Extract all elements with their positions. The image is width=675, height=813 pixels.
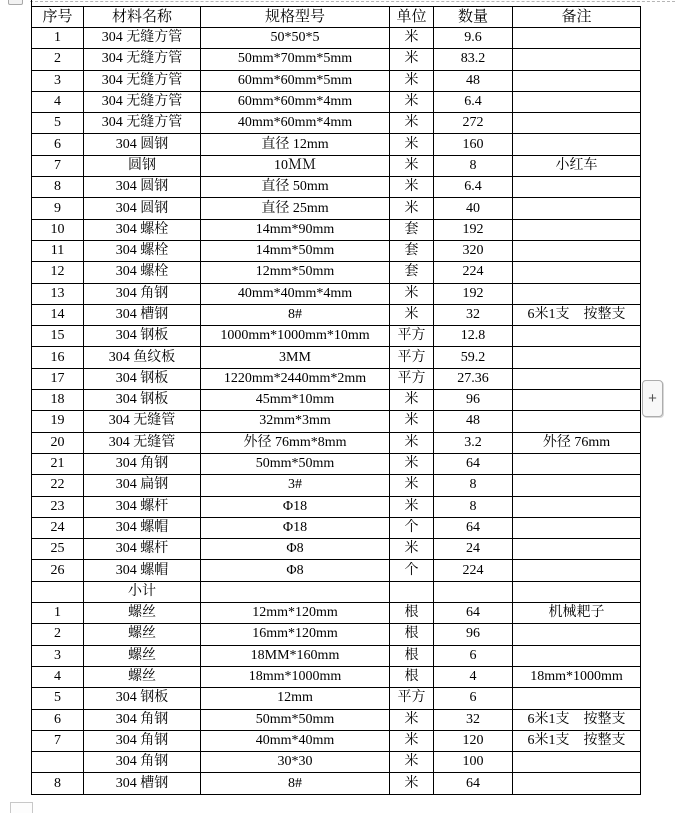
cell-spec[interactable]: 8# — [201, 773, 390, 795]
cell-unit[interactable]: 米 — [390, 177, 434, 198]
table-row — [32, 752, 641, 773]
cell-qty[interactable]: 12.8 — [434, 326, 513, 347]
cell-unit[interactable]: 根 — [390, 603, 434, 624]
cell-spec[interactable]: 18MM*160mm — [201, 645, 390, 666]
table-row — [32, 113, 641, 134]
cell-spec[interactable]: 18mm*1000mm — [201, 666, 390, 687]
cell-unit[interactable]: 根 — [390, 624, 434, 645]
cell-unit[interactable]: 米 — [390, 453, 434, 474]
cell-no[interactable]: 11 — [32, 240, 84, 261]
cell-no[interactable]: 7 — [32, 155, 84, 176]
cell-spec[interactable]: Φ18 — [201, 517, 390, 538]
cell-unit[interactable]: 套 — [390, 262, 434, 283]
cell-name[interactable]: 304 槽钢 — [84, 773, 201, 795]
cell-name[interactable]: 小计 — [84, 581, 201, 602]
cell-note[interactable] — [513, 390, 641, 411]
table-row — [32, 304, 641, 325]
table-row — [32, 368, 641, 389]
table-row — [32, 283, 641, 304]
cell-qty[interactable]: 64 — [434, 773, 513, 795]
cell-unit[interactable]: 平方 — [390, 368, 434, 389]
cell-name[interactable]: 304 无缝方管 — [84, 91, 201, 112]
cell-qty[interactable]: 6.4 — [434, 91, 513, 112]
cell-note[interactable] — [513, 198, 641, 219]
cell-qty[interactable]: 64 — [434, 453, 513, 474]
cell-no[interactable]: 6 — [32, 134, 84, 155]
cell-no[interactable]: 4 — [32, 666, 84, 687]
header-cell-name[interactable]: 材料名称 — [84, 7, 201, 28]
cell-spec[interactable]: 45mm*10mm — [201, 390, 390, 411]
table-row — [32, 730, 641, 751]
table-row — [32, 432, 641, 453]
cell-note[interactable]: 小红车 — [513, 155, 641, 176]
cell-unit[interactable]: 米 — [390, 390, 434, 411]
cell-spec[interactable]: Φ8 — [201, 539, 390, 560]
cell-note[interactable] — [513, 240, 641, 261]
cell-unit[interactable]: 米 — [390, 70, 434, 91]
cell-name[interactable]: 304 鱼纹板 — [84, 347, 201, 368]
cell-qty[interactable]: 24 — [434, 539, 513, 560]
table-row — [32, 411, 641, 432]
cell-unit[interactable]: 米 — [390, 49, 434, 70]
cell-unit[interactable]: 米 — [390, 283, 434, 304]
cell-no[interactable]: 15 — [32, 326, 84, 347]
cell-name[interactable]: 304 螺杆 — [84, 539, 201, 560]
cell-no[interactable]: 8 — [32, 773, 84, 795]
table-row — [32, 517, 641, 538]
cell-spec[interactable]: 3# — [201, 475, 390, 496]
cell-note[interactable] — [513, 475, 641, 496]
cell-no[interactable]: 5 — [32, 688, 84, 709]
cell-unit[interactable]: 米 — [390, 304, 434, 325]
cell-name[interactable]: 304 无缝管 — [84, 411, 201, 432]
cell-name[interactable]: 304 无缝方管 — [84, 113, 201, 134]
cell-no[interactable]: 3 — [32, 70, 84, 91]
cell-note[interactable] — [513, 517, 641, 538]
table-row — [32, 496, 641, 517]
cell-qty[interactable]: 83.2 — [434, 49, 513, 70]
cell-no[interactable]: 2 — [32, 49, 84, 70]
cell-spec[interactable]: 50mm*50mm — [201, 709, 390, 730]
cell-qty[interactable]: 96 — [434, 390, 513, 411]
cell-unit[interactable]: 套 — [390, 240, 434, 261]
cell-note[interactable] — [513, 134, 641, 155]
cell-qty[interactable]: 224 — [434, 262, 513, 283]
cell-spec[interactable]: 14mm*90mm — [201, 219, 390, 240]
cell-name[interactable]: 304 圆钢 — [84, 134, 201, 155]
cell-name[interactable]: 304 钢板 — [84, 688, 201, 709]
cell-name[interactable]: 304 无缝方管 — [84, 28, 201, 49]
cell-note[interactable] — [513, 453, 641, 474]
cell-spec[interactable]: 50*50*5 — [201, 28, 390, 49]
table-row — [32, 688, 641, 709]
cell-note[interactable] — [513, 624, 641, 645]
cell-note[interactable] — [513, 91, 641, 112]
cell-no[interactable]: 13 — [32, 283, 84, 304]
table-row — [32, 134, 641, 155]
cell-name[interactable]: 螺丝 — [84, 603, 201, 624]
cell-qty[interactable]: 6.4 — [434, 177, 513, 198]
cell-name[interactable]: 304 螺帽 — [84, 517, 201, 538]
cell-unit[interactable]: 米 — [390, 91, 434, 112]
table-body — [32, 28, 641, 795]
table-row — [32, 91, 641, 112]
cell-name[interactable]: 304 角钢 — [84, 709, 201, 730]
cell-note[interactable] — [513, 560, 641, 581]
cell-spec[interactable]: 40mm*60mm*4mm — [201, 113, 390, 134]
cell-no[interactable]: 25 — [32, 539, 84, 560]
cell-qty[interactable]: 27.36 — [434, 368, 513, 389]
cell-unit[interactable]: 米 — [390, 539, 434, 560]
cell-unit[interactable] — [390, 581, 434, 602]
cell-qty[interactable]: 9.6 — [434, 28, 513, 49]
cell-spec[interactable]: 50mm*50mm — [201, 453, 390, 474]
table-row — [32, 624, 641, 645]
table-row — [32, 28, 641, 49]
table-row — [32, 219, 641, 240]
cell-qty[interactable]: 32 — [434, 304, 513, 325]
cell-spec[interactable]: Φ18 — [201, 496, 390, 517]
cell-qty[interactable]: 4 — [434, 666, 513, 687]
cell-qty[interactable]: 100 — [434, 752, 513, 773]
cell-qty[interactable]: 6 — [434, 688, 513, 709]
cell-note[interactable] — [513, 347, 641, 368]
cell-name[interactable]: 螺丝 — [84, 666, 201, 687]
cell-no[interactable] — [32, 581, 84, 602]
cell-spec[interactable]: 60mm*60mm*5mm — [201, 70, 390, 91]
table-row — [32, 177, 641, 198]
cell-no[interactable]: 24 — [32, 517, 84, 538]
cell-qty[interactable]: 224 — [434, 560, 513, 581]
table-row — [32, 666, 641, 687]
header-cell-spec[interactable]: 规格型号 — [201, 7, 390, 28]
cell-no[interactable]: 23 — [32, 496, 84, 517]
cell-qty[interactable]: 272 — [434, 113, 513, 134]
cell-no[interactable]: 12 — [32, 262, 84, 283]
cell-name[interactable]: 304 扁钢 — [84, 475, 201, 496]
cell-spec[interactable]: 1000mm*1000mm*10mm — [201, 326, 390, 347]
cell-no[interactable]: 3 — [32, 645, 84, 666]
table-move-handle[interactable] — [8, 0, 23, 5]
cell-spec[interactable]: 直径 12mm — [201, 134, 390, 155]
cell-no[interactable]: 14 — [32, 304, 84, 325]
table-row — [32, 645, 641, 666]
cell-name[interactable]: 304 角钢 — [84, 752, 201, 773]
cell-unit[interactable]: 米 — [390, 134, 434, 155]
cell-note[interactable] — [513, 368, 641, 389]
cell-name[interactable]: 螺丝 — [84, 645, 201, 666]
cell-no[interactable]: 2 — [32, 624, 84, 645]
cell-no[interactable]: 17 — [32, 368, 84, 389]
table-row — [32, 390, 641, 411]
cell-unit[interactable]: 米 — [390, 28, 434, 49]
cell-unit[interactable]: 套 — [390, 219, 434, 240]
cell-qty[interactable]: 6 — [434, 645, 513, 666]
cell-qty[interactable]: 8 — [434, 496, 513, 517]
cell-no[interactable]: 18 — [32, 390, 84, 411]
cell-note[interactable] — [513, 49, 641, 70]
cell-qty[interactable] — [434, 581, 513, 602]
cell-unit[interactable]: 米 — [390, 432, 434, 453]
cell-note[interactable]: 机械耙子 — [513, 603, 641, 624]
cell-spec[interactable]: 直径 25mm — [201, 198, 390, 219]
cell-name[interactable]: 304 无缝管 — [84, 432, 201, 453]
cell-no[interactable]: 10 — [32, 219, 84, 240]
table-row — [32, 49, 641, 70]
cell-no[interactable]: 6 — [32, 709, 84, 730]
cell-note[interactable] — [513, 326, 641, 347]
cell-unit[interactable]: 米 — [390, 198, 434, 219]
cell-name[interactable]: 螺丝 — [84, 624, 201, 645]
cell-note[interactable] — [513, 581, 641, 602]
cell-spec[interactable]: 40mm*40mm*4mm — [201, 283, 390, 304]
cell-unit[interactable]: 个 — [390, 560, 434, 581]
cell-no[interactable]: 26 — [32, 560, 84, 581]
cell-unit[interactable]: 平方 — [390, 347, 434, 368]
cell-unit[interactable]: 根 — [390, 666, 434, 687]
cell-name[interactable]: 304 槽钢 — [84, 304, 201, 325]
cell-unit[interactable]: 平方 — [390, 688, 434, 709]
cell-note[interactable] — [513, 496, 641, 517]
cell-unit[interactable]: 米 — [390, 411, 434, 432]
header-cell-no[interactable]: 序号 — [32, 7, 84, 28]
cell-note[interactable] — [513, 113, 641, 134]
table-row — [32, 453, 641, 474]
cell-unit[interactable]: 米 — [390, 730, 434, 751]
cell-spec[interactable]: 30*30 — [201, 752, 390, 773]
cell-name[interactable]: 304 角钢 — [84, 730, 201, 751]
table-resize-handle[interactable] — [10, 802, 33, 813]
cell-note[interactable]: 18mm*1000mm — [513, 666, 641, 687]
cell-note[interactable] — [513, 539, 641, 560]
cell-note[interactable] — [513, 411, 641, 432]
cell-name[interactable]: 304 钢板 — [84, 368, 201, 389]
cell-name[interactable]: 304 螺杆 — [84, 496, 201, 517]
cell-spec[interactable]: 10ＭＭ — [201, 155, 390, 176]
cell-note[interactable] — [513, 645, 641, 666]
cell-note[interactable] — [513, 177, 641, 198]
cell-no[interactable]: 22 — [32, 475, 84, 496]
table-row — [32, 262, 641, 283]
table-row — [32, 560, 641, 581]
cell-note[interactable] — [513, 283, 641, 304]
cell-spec[interactable]: 8# — [201, 304, 390, 325]
page-boundary-dashed-line — [30, 1, 675, 2]
cell-note[interactable] — [513, 70, 641, 91]
cell-name[interactable]: 304 螺帽 — [84, 560, 201, 581]
cell-note[interactable]: 外径 76mm — [513, 432, 641, 453]
cell-no[interactable]: 4 — [32, 91, 84, 112]
cell-spec[interactable]: 1220mm*2440mm*2mm — [201, 368, 390, 389]
cell-no[interactable]: 20 — [32, 432, 84, 453]
cell-qty[interactable]: 48 — [434, 411, 513, 432]
cell-name[interactable]: 圆钢 — [84, 155, 201, 176]
table-row — [32, 198, 641, 219]
cell-name[interactable]: 304 钢板 — [84, 390, 201, 411]
cell-spec[interactable] — [201, 581, 390, 602]
cell-no[interactable]: 8 — [32, 177, 84, 198]
cell-no[interactable]: 19 — [32, 411, 84, 432]
cell-name[interactable]: 304 钢板 — [84, 326, 201, 347]
materials-table — [31, 6, 641, 795]
cell-unit[interactable]: 米 — [390, 752, 434, 773]
cell-name[interactable]: 304 螺栓 — [84, 219, 201, 240]
cell-qty[interactable]: 192 — [434, 283, 513, 304]
cell-qty[interactable]: 59.2 — [434, 347, 513, 368]
cell-name[interactable]: 304 角钢 — [84, 283, 201, 304]
cell-unit[interactable]: 米 — [390, 113, 434, 134]
cell-spec[interactable]: 外径 76mm*8mm — [201, 432, 390, 453]
cell-unit[interactable]: 根 — [390, 645, 434, 666]
cell-spec[interactable]: 3MM — [201, 347, 390, 368]
header-cell-note[interactable]: 备注 — [513, 7, 641, 28]
cell-no[interactable]: 21 — [32, 453, 84, 474]
cell-unit[interactable]: 米 — [390, 709, 434, 730]
cell-qty[interactable]: 192 — [434, 219, 513, 240]
cell-spec[interactable]: 16mm*120mm — [201, 624, 390, 645]
cell-qty[interactable]: 3.2 — [434, 432, 513, 453]
table-row — [32, 240, 641, 261]
cell-unit[interactable]: 米 — [390, 475, 434, 496]
cell-spec[interactable]: 60mm*60mm*4mm — [201, 91, 390, 112]
plus-icon: + — [648, 390, 657, 407]
cell-qty[interactable]: 64 — [434, 517, 513, 538]
table-row — [32, 475, 641, 496]
header-cell-unit[interactable]: 单位 — [390, 7, 434, 28]
cell-qty[interactable]: 120 — [434, 730, 513, 751]
header-cell-qty[interactable]: 数量 — [434, 7, 513, 28]
cell-qty[interactable]: 40 — [434, 198, 513, 219]
table-header-row — [32, 7, 641, 28]
cell-name[interactable]: 304 无缝方管 — [84, 49, 201, 70]
table-row — [32, 709, 641, 730]
cell-qty[interactable]: 320 — [434, 240, 513, 261]
table-row — [32, 347, 641, 368]
cell-qty[interactable]: 8 — [434, 475, 513, 496]
cell-no[interactable]: 1 — [32, 28, 84, 49]
cell-spec[interactable]: 直径 50mm — [201, 177, 390, 198]
cell-note[interactable] — [513, 773, 641, 795]
table-row — [32, 155, 641, 176]
cell-note[interactable] — [513, 219, 641, 240]
cell-no[interactable] — [32, 752, 84, 773]
cell-no[interactable]: 7 — [32, 730, 84, 751]
cell-unit[interactable]: 个 — [390, 517, 434, 538]
cell-name[interactable]: 304 角钢 — [84, 453, 201, 474]
cell-note[interactable] — [513, 752, 641, 773]
cell-spec[interactable]: 14mm*50mm — [201, 240, 390, 261]
cell-note[interactable] — [513, 28, 641, 49]
cell-unit[interactable]: 米 — [390, 773, 434, 795]
cell-note[interactable] — [513, 262, 641, 283]
cell-no[interactable]: 9 — [32, 198, 84, 219]
cell-spec[interactable]: 50mm*70mm*5mm — [201, 49, 390, 70]
table-row — [32, 773, 641, 795]
table-row — [32, 326, 641, 347]
cell-unit[interactable]: 平方 — [390, 326, 434, 347]
table-row — [32, 539, 641, 560]
cell-name[interactable]: 304 无缝方管 — [84, 70, 201, 91]
table-row — [32, 581, 641, 602]
cell-spec[interactable]: 40mm*40mm — [201, 730, 390, 751]
cell-qty[interactable]: 8 — [434, 155, 513, 176]
cell-name[interactable]: 304 圆钢 — [84, 177, 201, 198]
cell-qty[interactable]: 160 — [434, 134, 513, 155]
table-row — [32, 603, 641, 624]
cell-unit[interactable]: 米 — [390, 496, 434, 517]
cell-note[interactable]: 6米1支 按整支 — [513, 304, 641, 325]
cell-qty[interactable]: 64 — [434, 603, 513, 624]
cell-spec[interactable]: 32mm*3mm — [201, 411, 390, 432]
cell-name[interactable]: 304 螺栓 — [84, 262, 201, 283]
cell-no[interactable]: 5 — [32, 113, 84, 134]
cell-qty[interactable]: 96 — [434, 624, 513, 645]
cell-unit[interactable]: 米 — [390, 155, 434, 176]
cell-note[interactable] — [513, 688, 641, 709]
cell-no[interactable]: 1 — [32, 603, 84, 624]
cell-no[interactable]: 16 — [32, 347, 84, 368]
cell-spec[interactable]: 12mm*50mm — [201, 262, 390, 283]
cell-name[interactable]: 304 圆钢 — [84, 198, 201, 219]
cell-spec[interactable]: 12mm — [201, 688, 390, 709]
cell-qty[interactable]: 48 — [434, 70, 513, 91]
cell-spec[interactable]: 12mm*120mm — [201, 603, 390, 624]
table-row — [32, 70, 641, 91]
cell-spec[interactable]: Φ8 — [201, 560, 390, 581]
cell-qty[interactable]: 32 — [434, 709, 513, 730]
cell-note[interactable]: 6米1支 按整支 — [513, 730, 641, 751]
cell-note[interactable]: 6米1支 按整支 — [513, 709, 641, 730]
insert-plus-button[interactable] — [642, 380, 663, 417]
cell-name[interactable]: 304 螺栓 — [84, 240, 201, 261]
